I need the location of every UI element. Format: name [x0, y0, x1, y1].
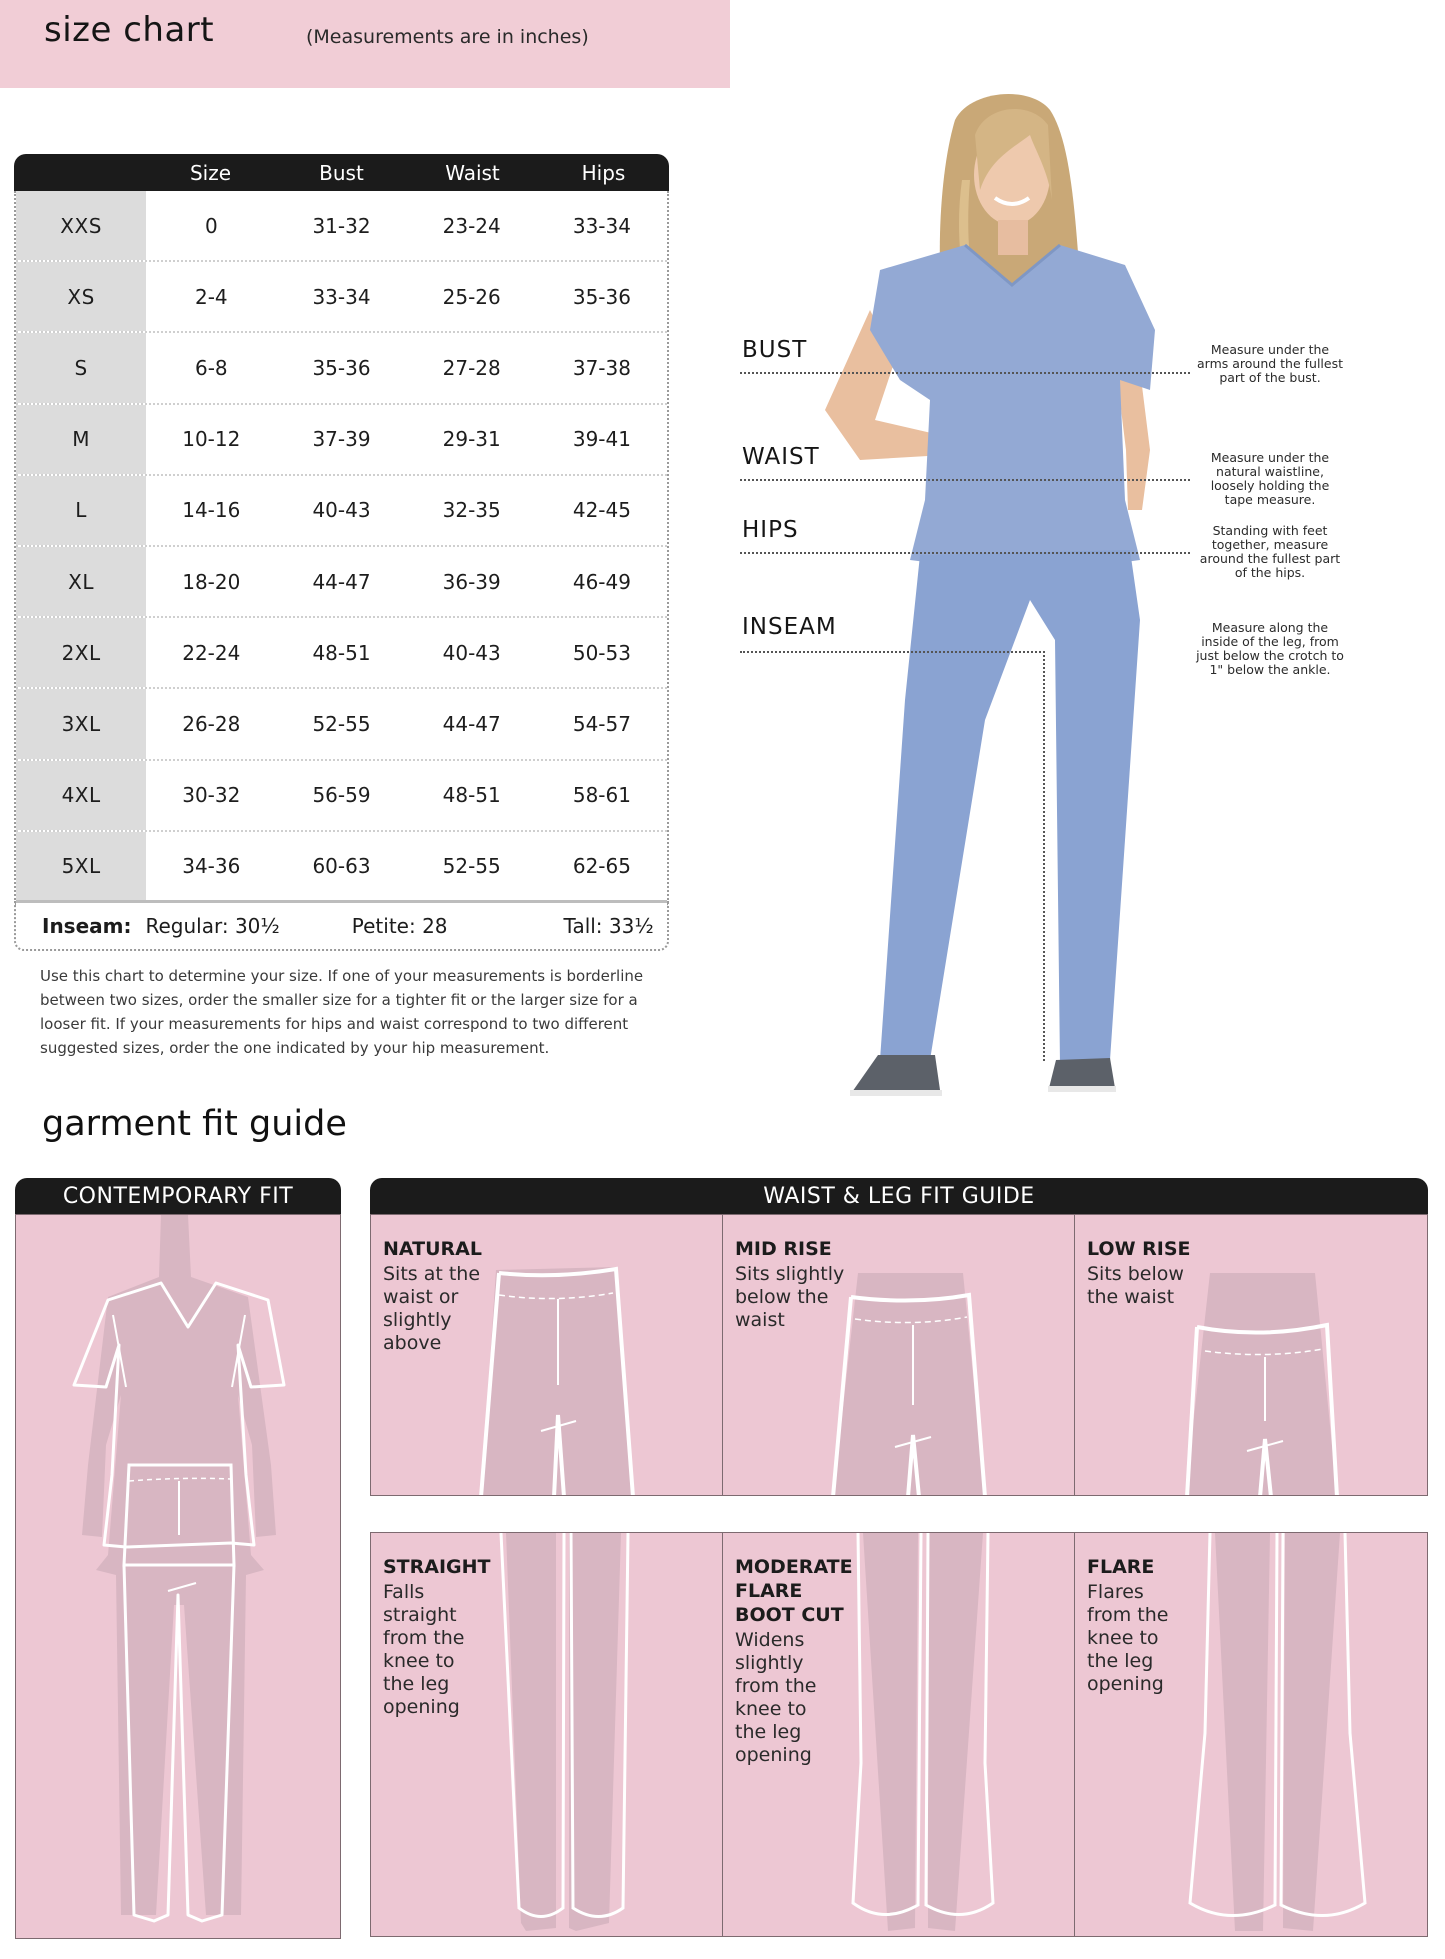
size-value: 14-16: [182, 498, 241, 523]
size-label: 4XL: [16, 761, 146, 830]
model-photo: [730, 80, 1430, 1110]
column-header-blank: [14, 154, 145, 191]
size-value: 0: [204, 213, 218, 238]
waist-value: 52-55: [442, 853, 501, 878]
fit-card-natural: [370, 1214, 723, 1496]
size-label: XXS: [16, 191, 146, 260]
size-table: [14, 154, 669, 951]
waist-value: 27-28: [442, 355, 501, 380]
hips-value: 62-65: [572, 853, 631, 878]
waist-value: 36-39: [442, 569, 501, 594]
waist-value: 25-26: [442, 284, 501, 309]
fit-title: MODERATE FLARE BOOT CUT: [735, 1556, 853, 1626]
bust-value: 56-59: [312, 783, 371, 808]
bust-value: 37-39: [312, 427, 371, 452]
hips-value: 35-36: [572, 284, 631, 309]
model-photo-area: [730, 80, 1430, 1110]
column-header-size: Size: [189, 160, 232, 185]
size-value: 34-36: [182, 853, 241, 878]
fit-title: LOW RISE: [1087, 1238, 1191, 1260]
size-label: S: [16, 333, 146, 402]
bust-value: 35-36: [312, 355, 371, 380]
bust-label: BUST: [742, 337, 808, 363]
waist-value: 32-35: [442, 498, 501, 523]
inseam-label: Inseam:: [42, 913, 132, 938]
waist-leg-fit-header: WAIST & LEG FIT GUIDE: [370, 1178, 1428, 1214]
table-header: [14, 154, 669, 191]
fit-description: Sits at the waist or slightly above: [383, 1263, 481, 1354]
inseam-description: Measure along the inside of the leg, from just below the crotch to 1" below the ankle.: [1196, 620, 1344, 677]
table-row: [16, 832, 667, 903]
table-body: [14, 191, 669, 903]
size-label: 3XL: [16, 689, 146, 758]
size-value: 18-20: [182, 569, 241, 594]
contemporary-fit-header: CONTEMPORARY FIT: [15, 1178, 341, 1214]
fit-card-moderate-flare: [722, 1532, 1075, 1937]
bust-dotted-line: [740, 372, 1190, 374]
table-row: [16, 476, 667, 547]
bust-value: 44-47: [312, 569, 371, 594]
waist-value: 23-24: [442, 213, 501, 238]
inseam-regular: Regular: 30½: [145, 913, 280, 938]
low-rise-pants-icon: [1075, 1215, 1428, 1496]
bust-value: 60-63: [312, 853, 371, 878]
contemporary-fit-figure-icon: [16, 1215, 342, 1940]
hips-value: 58-61: [572, 783, 631, 808]
size-value: 10-12: [182, 427, 241, 452]
waist-label: WAIST: [742, 444, 820, 470]
waist-value: 29-31: [442, 427, 501, 452]
table-row: [16, 333, 667, 404]
hips-description: Standing with feet together, measure around the fullest part of the hips.: [1199, 523, 1341, 580]
table-row: [16, 761, 667, 832]
hips-dotted-line: [740, 552, 1190, 554]
hips-value: 37-38: [572, 355, 631, 380]
fit-description: Flares from the knee to the leg opening: [1087, 1581, 1169, 1695]
hips-value: 42-45: [572, 498, 631, 523]
fit-title: MID RISE: [735, 1238, 832, 1260]
page-subtitle: (Measurements are in inches): [306, 26, 589, 48]
sizing-note: Use this chart to determine your size. If one of your measurements is borderline between two sizes, order the smaller size for a tighter fit or the larger size for a looser fit. If your measurements for hips and waist correspond to two different suggested sizes, order the one indicated by your hip measurement.: [40, 967, 644, 1057]
table-row: [16, 618, 667, 689]
waist-value: 40-43: [442, 640, 501, 665]
inseam-measure-label: INSEAM: [742, 614, 837, 640]
bust-value: 48-51: [312, 640, 371, 665]
natural-waist-pants-icon: [371, 1215, 723, 1496]
fit-title: NATURAL: [383, 1238, 482, 1260]
size-value: 6-8: [194, 355, 228, 380]
inseam-dotted-line: [740, 651, 1045, 653]
fit-description: Sits below the waist: [1087, 1263, 1184, 1308]
column-header-waist: Waist: [445, 160, 500, 185]
hips-value: 54-57: [572, 711, 631, 736]
size-label: XS: [16, 262, 146, 331]
mid-rise-pants-icon: [723, 1215, 1075, 1496]
table-row: [16, 405, 667, 476]
fit-card-flare: [1074, 1532, 1428, 1937]
size-value: 22-24: [182, 640, 241, 665]
size-label: 5XL: [16, 832, 146, 900]
waist-description: Measure under the natural waistline, loosely holding the tape measure.: [1210, 450, 1330, 507]
waist-value: 44-47: [442, 711, 501, 736]
size-value: 30-32: [182, 783, 241, 808]
fit-card-low-rise: [1074, 1214, 1428, 1496]
fit-card-straight: [370, 1532, 723, 1937]
column-header-bust: Bust: [319, 160, 364, 185]
bust-value: 40-43: [312, 498, 371, 523]
size-label: L: [16, 476, 146, 545]
fit-description: Falls straight from the knee to the leg opening: [383, 1581, 465, 1718]
title-band: [0, 0, 730, 88]
inseam-vertical-dotted-line: [1043, 651, 1045, 1061]
hips-value: 39-41: [572, 427, 631, 452]
contemporary-fit-panel: [15, 1214, 341, 1939]
hips-value: 50-53: [572, 640, 631, 665]
fit-title: FLARE: [1087, 1556, 1155, 1578]
bust-value: 31-32: [312, 213, 371, 238]
hips-label: HIPS: [742, 517, 799, 543]
fit-card-mid-rise: [722, 1214, 1075, 1496]
page-title: size chart: [44, 10, 215, 50]
fit-title: STRAIGHT: [383, 1556, 491, 1578]
waist-value: 48-51: [442, 783, 501, 808]
inseam-tall: Tall: 33½: [563, 913, 654, 938]
fit-guide-title: garment fit guide: [42, 1104, 347, 1144]
waist-dotted-line: [740, 479, 1190, 481]
inseam-petite: Petite: 28: [351, 913, 448, 938]
column-header-hips: Hips: [581, 160, 626, 185]
fit-description: Sits slightly below the waist: [735, 1263, 845, 1331]
table-row: [16, 547, 667, 618]
size-label: XL: [16, 547, 146, 616]
inseam-row: [14, 903, 669, 951]
size-value: 26-28: [182, 711, 241, 736]
bust-description: Measure under the arms around the fullest part of the bust.: [1196, 342, 1344, 385]
bust-value: 33-34: [312, 284, 371, 309]
table-row: [16, 689, 667, 760]
size-label: M: [16, 405, 146, 474]
table-row: [16, 262, 667, 333]
hips-value: 33-34: [572, 213, 631, 238]
fit-description: Widens slightly from the knee to the leg opening: [735, 1629, 817, 1766]
bust-value: 52-55: [312, 711, 371, 736]
size-label: 2XL: [16, 618, 146, 687]
hips-value: 46-49: [572, 569, 631, 594]
size-value: 2-4: [194, 284, 228, 309]
table-row: [16, 191, 667, 262]
